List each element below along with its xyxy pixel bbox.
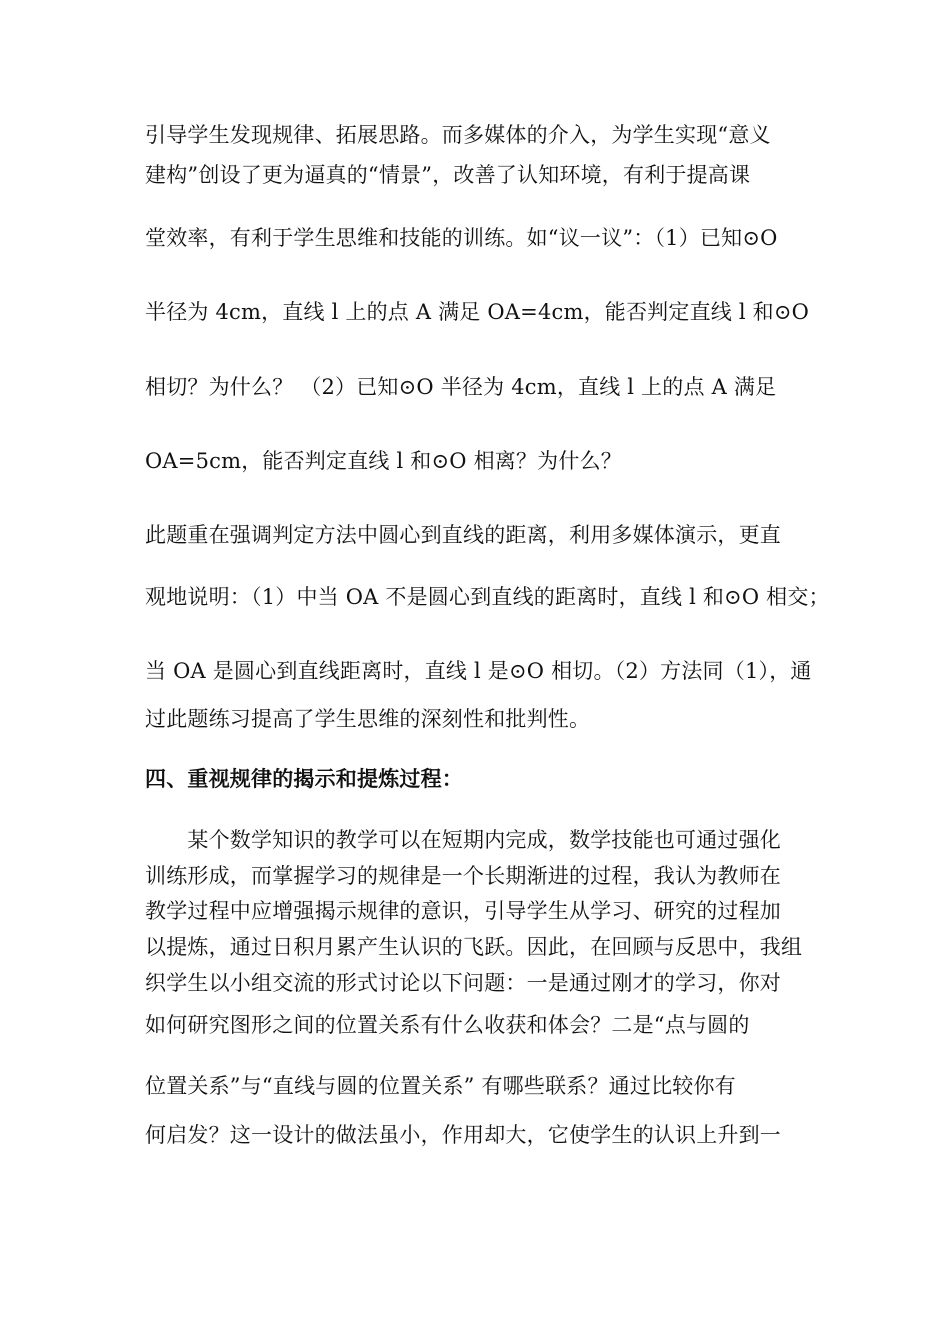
paragraph-line: 何启发？这一设计的做法虽小，作用却大，它使学生的认识上升到一	[145, 1123, 781, 1147]
text-line: 观地说明：（1）中当 OA 不是圆心到直线的距离时，直线 l 和⊙O 相交；	[145, 585, 830, 609]
paragraph-line: 训练形成，而掌握学习的规律是一个长期渐进的过程，我认为教师在	[145, 864, 781, 888]
text-line: 引导学生发现规律、拓展思路。而多媒体的介入，为学生实现“意义	[145, 123, 771, 147]
text-line: 堂效率，有利于学生思维和技能的训练。如“议一议”：（1）已知⊙O	[145, 226, 778, 250]
text-line: OA=5cm，能否判定直线 l 和⊙O 相离？为什么？	[145, 449, 622, 473]
paragraph-line: 某个数学知识的教学可以在短期内完成，数学技能也可通过强化	[145, 828, 781, 852]
section-heading: 四、重视规律的揭示和提炼过程：	[145, 766, 463, 791]
text-line: 当 OA 是圆心到直线距离时，直线 l 是⊙O 相切。（2）方法同（1），通	[145, 659, 812, 683]
text-line: 此题重在强调判定方法中圆心到直线的距离，利用多媒体演示，更直	[145, 523, 781, 547]
text-line: 过此题练习提高了学生思维的深刻性和批判性。	[145, 707, 591, 731]
text-line: 半径为 4cm，直线 l 上的点 A 满足 OA=4cm，能否判定直线 l 和⊙O	[145, 300, 810, 324]
paragraph-line: 位置关系”与“直线与圆的位置关系” 有哪些联系？通过比较你有	[145, 1074, 736, 1098]
paragraph-line: 教学过程中应增强揭示规律的意识，引导学生从学习、研究的过程加	[145, 899, 781, 923]
text-line: 相切？为什么？ （2）已知⊙O 半径为 4cm，直线 l 上的点 A 满足	[145, 375, 777, 399]
paragraph-line: 如何研究图形之间的位置关系有什么收获和体会？二是“点与圆的	[145, 1013, 750, 1037]
paragraph-line: 织学生以小组交流的形式讨论以下问题：一是通过刚才的学习，你对	[145, 971, 781, 995]
paragraph-line: 以提炼，通过日积月累产生认识的飞跃。因此，在回顾与反思中，我组	[145, 935, 803, 959]
text-line: 建构”创设了更为逼真的“情景”，改善了认知环境，有利于提高课	[145, 163, 751, 187]
